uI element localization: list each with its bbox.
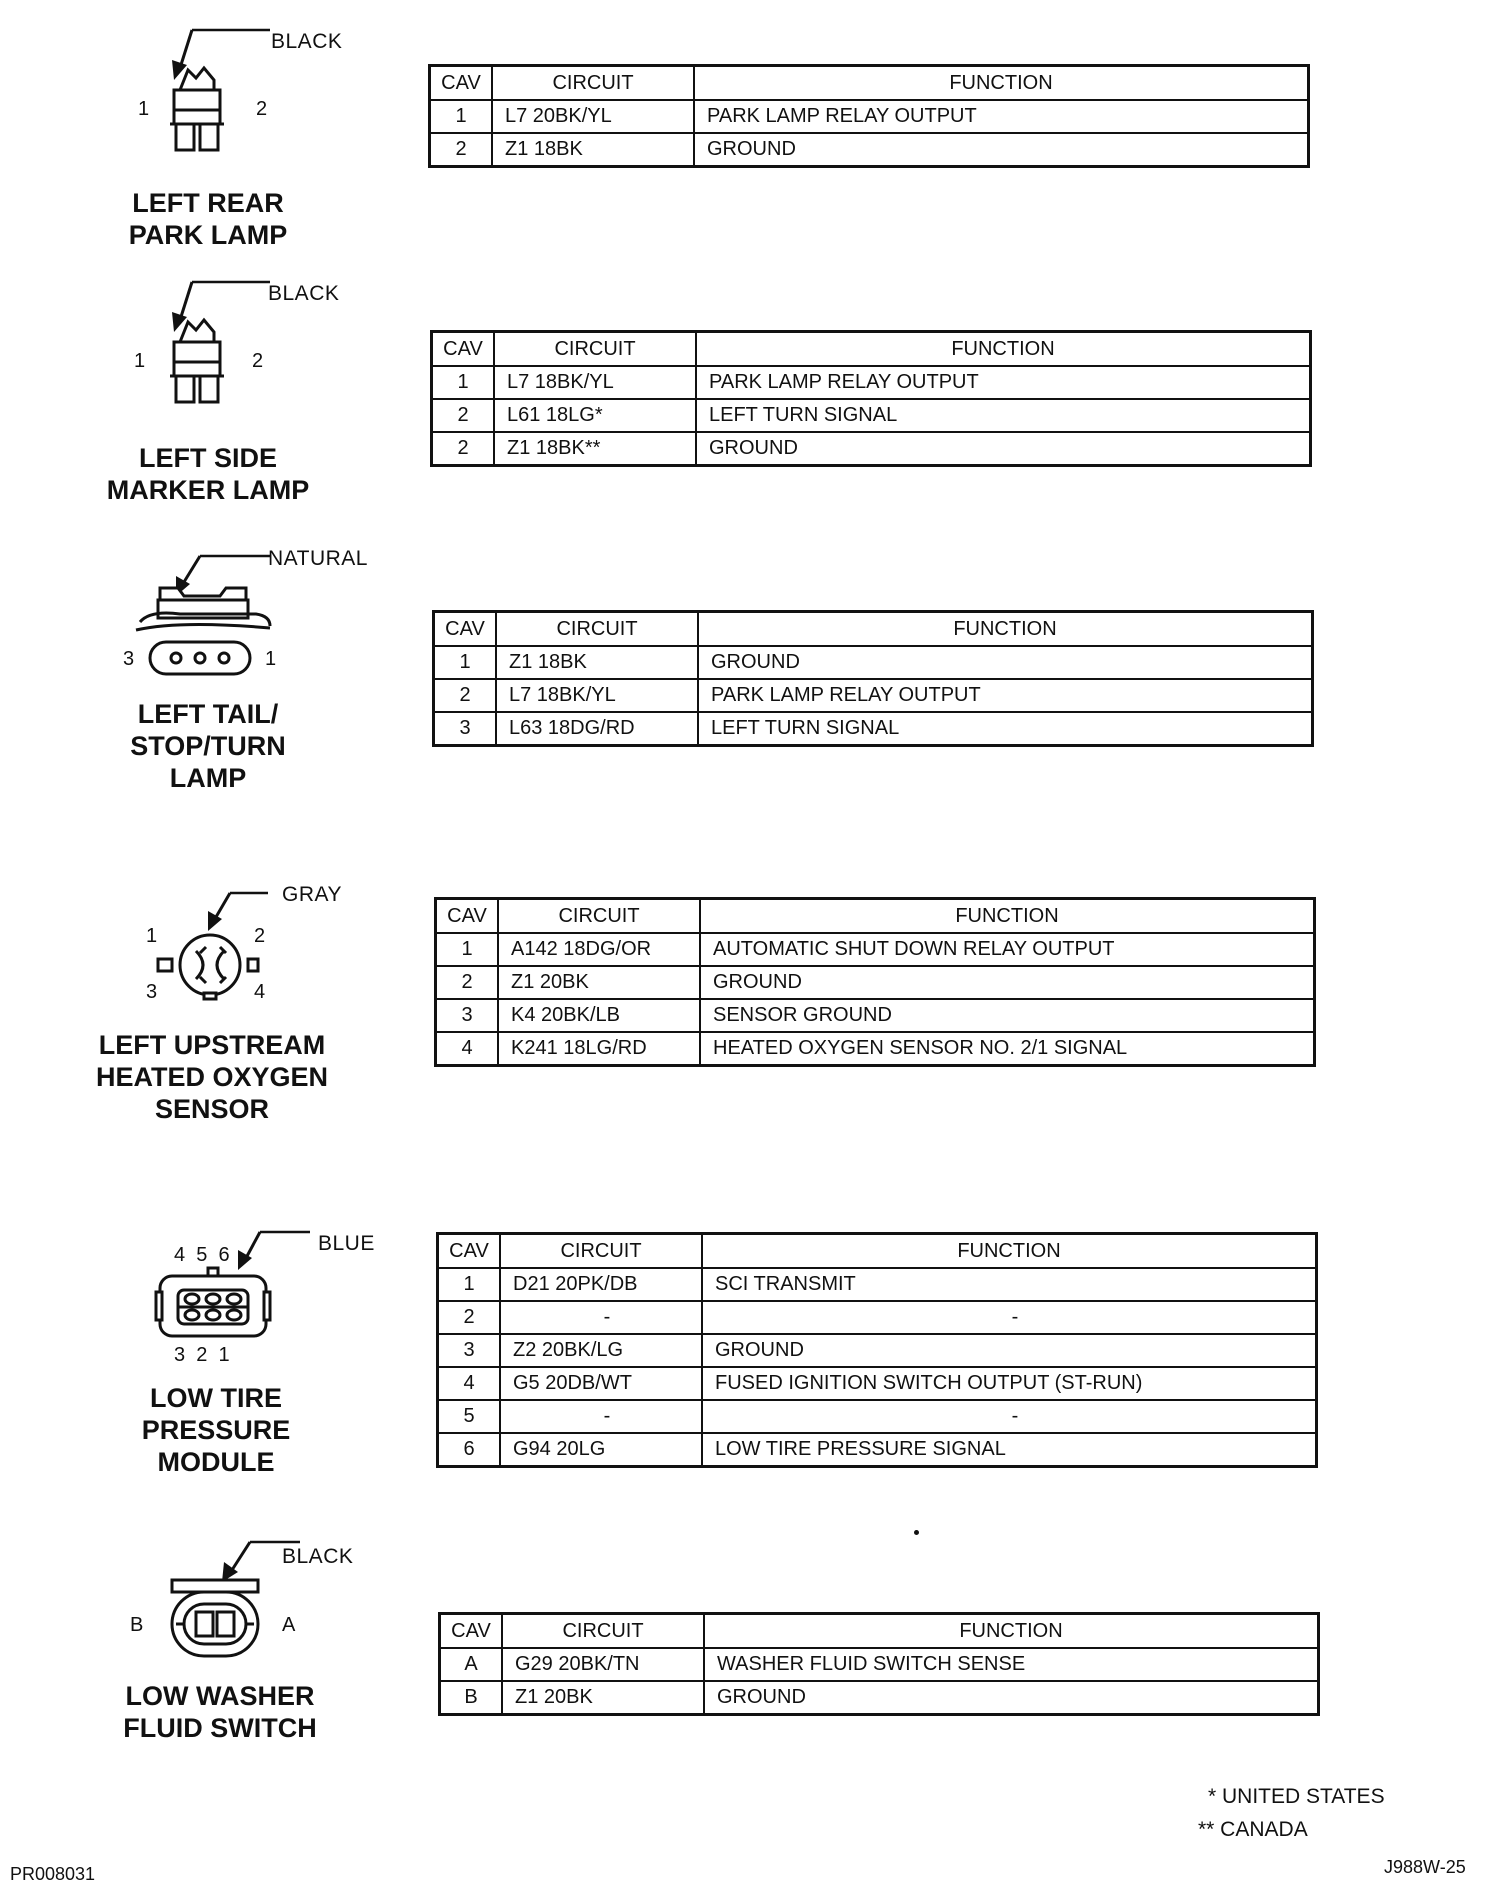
circuit-cell: G5 20DB/WT (500, 1367, 702, 1400)
table-row (438, 1367, 1317, 1400)
pin-label: 1 (134, 350, 146, 372)
function-cell: GROUND (698, 646, 1313, 679)
connector-name-line: MARKER LAMP (106, 475, 310, 505)
circuit-header: CIRCUIT (496, 612, 698, 647)
connector-name-line: STOP/TURN (130, 731, 286, 761)
connector-name-line: FLUID SWITCH (123, 1713, 317, 1743)
connector-name-line: LAMP (169, 763, 247, 793)
pin-label: 1 (146, 925, 158, 947)
cav-cell: 1 (438, 1268, 501, 1301)
table-row (434, 646, 1313, 679)
connector-section-low-tire-pressure-module (0, 1210, 1504, 1510)
connector-color-label: BLACK (282, 1545, 354, 1568)
cav-cell: 3 (434, 712, 497, 746)
connector-color-label: BLUE (318, 1232, 375, 1255)
circuit-cell: - (500, 1301, 702, 1334)
circuit-cell: G29 20BK/TN (502, 1648, 704, 1681)
cav-cell: 2 (436, 966, 499, 999)
circuit-cell: Z2 20BK/LG (500, 1334, 702, 1367)
connector-section-left-upstream-heated-oxygen-sensor (0, 875, 1504, 1175)
table-row (440, 1648, 1319, 1681)
circuit-cell: D21 20PK/DB (500, 1268, 702, 1301)
cav-header: CAV (438, 1234, 501, 1269)
circuit-cell: L7 18BK/YL (496, 679, 698, 712)
table-row (434, 679, 1313, 712)
pin-label: B (130, 1614, 144, 1636)
circuit-cell: K241 18LG/RD (498, 1032, 700, 1066)
circuit-header: CIRCUIT (500, 1234, 702, 1269)
function-cell: PARK LAMP RELAY OUTPUT (694, 100, 1309, 133)
cav-cell: 4 (436, 1032, 499, 1066)
circuit-cell: - (500, 1400, 702, 1433)
circuit-header: CIRCUIT (502, 1614, 704, 1649)
table-row (438, 1334, 1317, 1367)
table-row (434, 712, 1313, 746)
connector-pinout-table (436, 1232, 1318, 1468)
table-row (436, 933, 1315, 966)
function-cell: LEFT TURN SIGNAL (696, 399, 1311, 432)
cav-header: CAV (440, 1614, 503, 1649)
stray-dot (914, 1530, 919, 1535)
table-row (440, 1681, 1319, 1715)
cav-cell: 2 (438, 1301, 501, 1334)
connector-name (90, 1680, 350, 1744)
cav-cell: 2 (432, 432, 495, 466)
function-cell: PARK LAMP RELAY OUTPUT (698, 679, 1313, 712)
circuit-cell: L61 18LG* (494, 399, 696, 432)
connector-color-label: NATURAL (268, 547, 368, 570)
table-row (430, 100, 1309, 133)
connector-name-line: LEFT REAR (132, 188, 284, 218)
function-header: FUNCTION (704, 1614, 1319, 1649)
function-cell: SENSOR GROUND (700, 999, 1315, 1032)
document-id-right: J988W-25 (1384, 1857, 1466, 1877)
pin-label: 1 (265, 648, 277, 670)
function-cell: GROUND (700, 966, 1315, 999)
circuit-cell: L63 18DG/RD (496, 712, 698, 746)
cav-cell: 1 (430, 100, 493, 133)
table-row (432, 432, 1311, 466)
function-cell: - (702, 1301, 1317, 1334)
connector-name-line: PRESSURE (141, 1415, 291, 1445)
table-header-row (436, 899, 1315, 934)
table-row (436, 1032, 1315, 1066)
cav-cell: 5 (438, 1400, 501, 1433)
function-cell: SCI TRANSMIT (702, 1268, 1317, 1301)
cav-header: CAV (436, 899, 499, 934)
table-header-row (430, 66, 1309, 101)
cav-cell: 1 (434, 646, 497, 679)
circuit-cell: Z1 18BK (496, 646, 698, 679)
connector-name-line: LOW WASHER (125, 1681, 315, 1711)
function-header: FUNCTION (696, 332, 1311, 367)
four-pin-round-connector-icon (150, 875, 290, 1015)
connector-name (86, 1382, 346, 1478)
connector-pinout-table (434, 897, 1316, 1067)
connector-color-label: BLACK (268, 282, 340, 305)
table-header-row (438, 1234, 1317, 1269)
connector-pinout-table (432, 610, 1314, 747)
function-cell: AUTOMATIC SHUT DOWN RELAY OUTPUT (700, 933, 1315, 966)
circuit-cell: K4 20BK/LB (498, 999, 700, 1032)
pin-label: 2 (254, 925, 266, 947)
pin-label: 3 (123, 648, 135, 670)
cav-cell: 3 (438, 1334, 501, 1367)
connector-name-line: LEFT TAIL/ (137, 699, 279, 729)
circuit-header: CIRCUIT (494, 332, 696, 367)
pin-label: 4 (254, 981, 266, 1003)
bulb-socket-connector-icon (130, 272, 290, 432)
connector-name-line: MODULE (157, 1447, 275, 1477)
cav-cell: 1 (436, 933, 499, 966)
cav-header: CAV (434, 612, 497, 647)
table-row (438, 1301, 1317, 1334)
function-header: FUNCTION (698, 612, 1313, 647)
footnote-canada: ** CANADA (1198, 1818, 1308, 1841)
function-cell: GROUND (696, 432, 1311, 466)
cav-cell: 6 (438, 1433, 501, 1467)
table-row (432, 399, 1311, 432)
connector-pinout-table (430, 330, 1312, 467)
table-row (430, 133, 1309, 167)
function-cell: WASHER FLUID SWITCH SENSE (704, 1648, 1319, 1681)
table-row (438, 1433, 1317, 1467)
circuit-cell: Z1 18BK** (494, 432, 696, 466)
cav-cell: 3 (436, 999, 499, 1032)
table-row (432, 366, 1311, 399)
connector-name-line: LEFT SIDE (138, 443, 277, 473)
cav-cell: 2 (432, 399, 495, 432)
connector-name (78, 698, 338, 794)
cav-cell: 2 (434, 679, 497, 712)
function-cell: - (702, 1400, 1317, 1433)
function-cell: HEATED OXYGEN SENSOR NO. 2/1 SIGNAL (700, 1032, 1315, 1066)
function-cell: FUSED IGNITION SWITCH OUTPUT (ST-RUN) (702, 1367, 1317, 1400)
function-cell: GROUND (694, 133, 1309, 167)
cav-cell: A (440, 1648, 503, 1681)
circuit-cell: Z1 20BK (502, 1681, 704, 1715)
function-cell: PARK LAMP RELAY OUTPUT (696, 366, 1311, 399)
connector-name-line: LEFT UPSTREAM (98, 1030, 326, 1060)
connector-section-left-rear-park-lamp (0, 0, 1504, 260)
circuit-cell: G94 20LG (500, 1433, 702, 1467)
cav-cell: 2 (430, 133, 493, 167)
circuit-cell: Z1 18BK (492, 133, 694, 167)
circuit-cell: A142 18DG/OR (498, 933, 700, 966)
cav-header: CAV (432, 332, 495, 367)
cav-cell: 4 (438, 1367, 501, 1400)
cav-cell: 1 (432, 366, 495, 399)
table-header-row (434, 612, 1313, 647)
function-cell: LOW TIRE PRESSURE SIGNAL (702, 1433, 1317, 1467)
pin-label: 2 (256, 98, 268, 120)
connector-section-left-tail-stop-turn-lamp (0, 540, 1504, 840)
pin-label: 2 (252, 350, 264, 372)
footnote-united-states: * UNITED STATES (1208, 1785, 1385, 1808)
connector-color-label: BLACK (271, 30, 343, 53)
cav-cell: B (440, 1681, 503, 1715)
connector-name (78, 442, 338, 506)
document-id-left: PR008031 (10, 1864, 96, 1884)
function-cell: GROUND (702, 1334, 1317, 1367)
connector-section-low-washer-fluid-switch (0, 1530, 1504, 1790)
connector-name-line: HEATED OXYGEN (95, 1062, 329, 1092)
function-header: FUNCTION (702, 1234, 1317, 1269)
table-row (438, 1400, 1317, 1433)
table-header-row (432, 332, 1311, 367)
cav-header: CAV (430, 66, 493, 101)
connector-name-line: SENSOR (154, 1094, 270, 1124)
circuit-cell: L7 18BK/YL (494, 366, 696, 399)
connector-name-line: PARK LAMP (128, 220, 288, 250)
pin-label: 3 (146, 981, 158, 1003)
function-cell: LEFT TURN SIGNAL (698, 712, 1313, 746)
circuit-cell: Z1 20BK (498, 966, 700, 999)
connector-pinout-table (438, 1612, 1320, 1716)
connector-name (78, 187, 338, 251)
circuit-header: CIRCUIT (492, 66, 694, 101)
function-cell: GROUND (704, 1681, 1319, 1715)
function-header: FUNCTION (694, 66, 1309, 101)
connector-pinout-table (428, 64, 1310, 168)
connector-color-label: GRAY (282, 883, 342, 906)
table-header-row (440, 1614, 1319, 1649)
table-row (436, 999, 1315, 1032)
pin-label: 4 5 6 (174, 1244, 230, 1266)
pin-label: 3 2 1 (174, 1344, 230, 1366)
table-row (436, 966, 1315, 999)
pin-label: A (282, 1614, 296, 1636)
table-row (438, 1268, 1317, 1301)
circuit-cell: L7 20BK/YL (492, 100, 694, 133)
connector-name-line: LOW TIRE (150, 1383, 282, 1413)
connector-section-left-side-marker-lamp (0, 270, 1504, 510)
connector-name (82, 1029, 342, 1125)
circuit-header: CIRCUIT (498, 899, 700, 934)
function-header: FUNCTION (700, 899, 1315, 934)
pin-label: 1 (138, 98, 150, 120)
